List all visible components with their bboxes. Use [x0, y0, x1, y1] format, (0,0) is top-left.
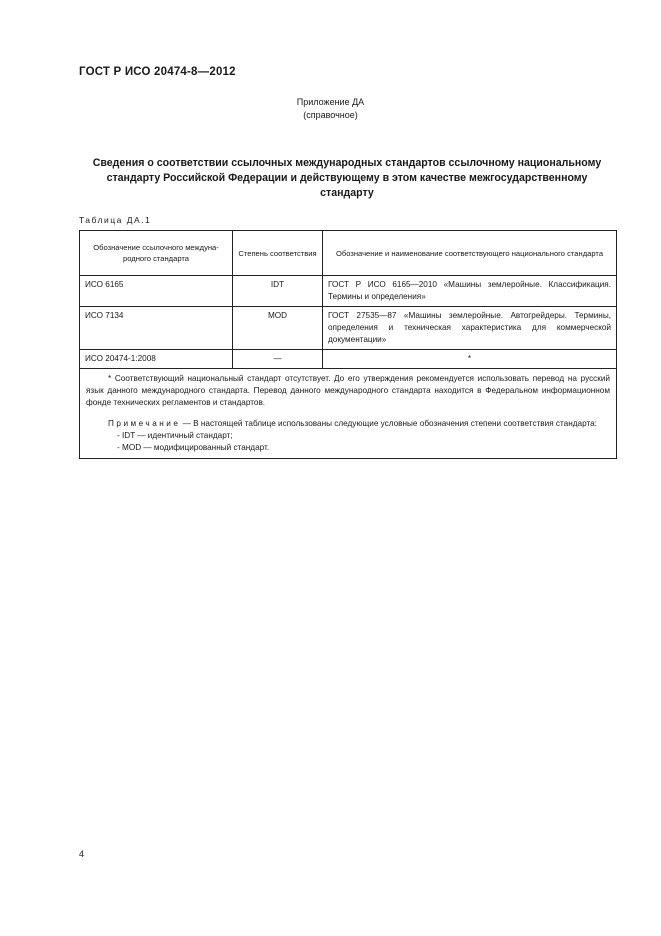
document-code: ГОСТ Р ИСО 20474-8—2012: [79, 66, 236, 78]
heading-line: стандарту Российской Федерации и действующему в этом качестве межгосударственному: [106, 172, 588, 184]
section-heading: [79, 156, 615, 201]
table-row: [80, 350, 617, 369]
footnote: * Соответствующий национальный стандарт отсутствует. До его утверждения рекомендуется использовать перевод на русский язык данного международного стандарта. Перевод данного международного стандарта находится в Федеральном информационном фонде технических регламентов и стандартов.: [86, 374, 610, 407]
table-notes-row: [80, 369, 617, 459]
cell-degree: MOD: [233, 307, 323, 350]
annex-title: Приложение ДА: [296, 97, 365, 107]
cell-degree: —: [233, 350, 323, 369]
header-national-standard: Обозначение и наименование соответствующего национального стандарта: [323, 231, 617, 276]
heading-line: стандарту: [320, 187, 374, 199]
cell-national: ГОСТ Р ИСО 6165—2010 «Машины землеройные. Классификация. Термины и определения»: [323, 276, 617, 307]
note-item: - MOD — модифицированный стандарт.: [117, 443, 270, 452]
note-text: — В настоящей таблице использованы следующие условные обозначения степени соответствия стандарта:: [182, 419, 597, 428]
cell-intl: ИСО 7134: [80, 307, 233, 350]
header-degree: Степень соответствия: [233, 231, 323, 276]
page-number: 4: [79, 849, 85, 859]
note-label: Примечание: [108, 419, 181, 428]
notes-cell: [80, 369, 617, 459]
cell-national: *: [323, 350, 617, 369]
cell-intl: ИСО 20474-1:2008: [80, 350, 233, 369]
annex-type: (справочное): [303, 110, 358, 120]
correspondence-table: [79, 230, 617, 459]
table-row: [80, 276, 617, 307]
table-label: Таблица ДА.1: [79, 215, 152, 225]
cell-intl: ИСО 6165: [80, 276, 233, 307]
table-header-row: [80, 231, 617, 276]
cell-degree: IDT: [233, 276, 323, 307]
table-row: [80, 307, 617, 350]
header-intl-standard: Обозначение ссылочного междуна-родного стандарта: [80, 231, 233, 276]
heading-line: Сведения о соответствии ссылочных международных стандартов ссылочному национальному: [92, 157, 602, 169]
note: [86, 418, 610, 430]
cell-national: ГОСТ 27535—87 «Машины землеройные. Автогрейдеры. Термины, определения и техническая характеристика для коммерческой документации»: [323, 307, 617, 350]
note-item: - IDT — идентичный стандарт;: [117, 431, 233, 440]
